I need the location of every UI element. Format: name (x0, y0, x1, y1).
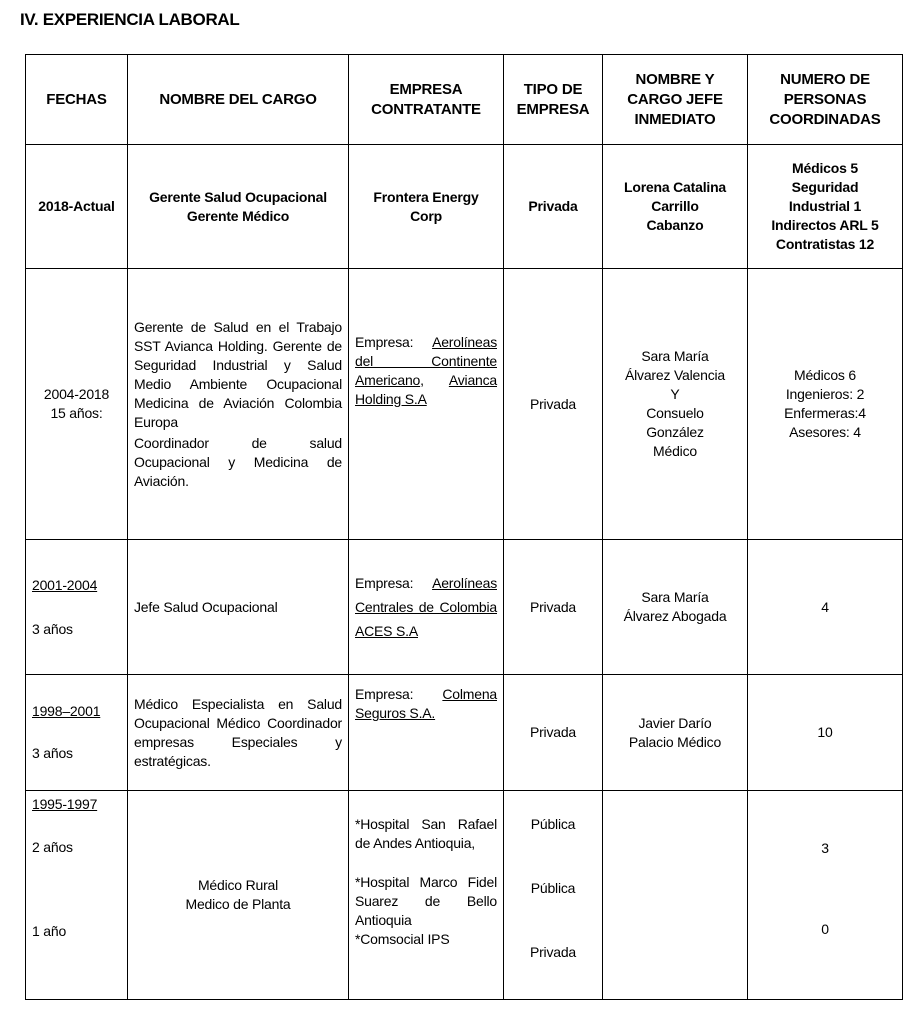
empresa-link: Avianca Holding S.A (355, 372, 497, 407)
row1-empresa: Frontera Energy Corp (349, 145, 504, 269)
row2-personas: Médicos 6 Ingenieros: 2 Enfermeras:4 Asesores: 4 (748, 269, 903, 540)
row5-fecha: 1995-1997 2 años 1 año (26, 791, 128, 1000)
header-cargo: NOMBRE DEL CARGO (128, 55, 349, 145)
header-empresa: EMPRESA CONTRATANTE (349, 55, 504, 145)
row5-cargo: Médico Rural Medico de Planta (128, 791, 349, 1000)
row2-cargo: Gerente de Salud en el Trabajo SST Avianca Holding. Gerente de Seguridad Industrial y Salud Medio Ambiente Ocupacional Medicina de Aviación Colombia Europa Coordinador de salud Ocupacional y Medicina de Aviación. (128, 269, 349, 540)
row2-fecha: 2004-2018 15 años: (26, 269, 128, 540)
table-row (26, 145, 903, 269)
row1-cargo: Gerente Salud Ocupacional Gerente Médico (128, 145, 349, 269)
row5-personas: 3 0 (748, 791, 903, 1000)
table-row (26, 269, 903, 540)
row1-personas: Médicos 5 Seguridad Industrial 1 Indirectos ARL 5 Contratistas 12 (748, 145, 903, 269)
row5-tipo: Pública Pública Privada (504, 791, 603, 1000)
row4-cargo: Médico Especialista en Salud Ocupacional Médico Coordinador empresas Especiales y estratégicas. (128, 675, 349, 791)
row3-jefe: Sara María Álvarez Abogada (603, 540, 748, 675)
row4-jefe: Javier Darío Palacio Médico (603, 675, 748, 791)
empresa-link: Aerolíneas del Continente Americano (355, 334, 497, 388)
row3-cargo: Jefe Salud Ocupacional (128, 540, 349, 675)
header-fechas: FECHAS (26, 55, 128, 145)
row4-fecha: 1998–2001 3 años (26, 675, 128, 791)
row5-jefe (603, 791, 748, 1000)
empresa-link: Colmena Seguros S.A. (355, 686, 497, 721)
section-title: IV. EXPERIENCIA LABORAL (20, 10, 240, 29)
row1-fecha: 2018-Actual (26, 145, 128, 269)
row2-jefe: Sara María Álvarez Valencia Y Consuelo González Médico (603, 269, 748, 540)
row4-tipo: Privada (504, 675, 603, 791)
row1-jefe: Lorena Catalina Carrillo Cabanzo (603, 145, 748, 269)
table-row (26, 791, 903, 1000)
row5-empresa: *Hospital San Rafael de Andes Antioquia, *Hospital Marco Fidel Suarez de Bello Antioquia *Comsocial IPS (349, 791, 504, 1000)
empresa-link: Aerolíneas Centrales de Colombia ACES S.A (355, 575, 497, 639)
row3-tipo: Privada (504, 540, 603, 675)
row1-tipo: Privada (504, 145, 603, 269)
header-personas: NUMERO DE PERSONAS COORDINADAS (748, 55, 903, 145)
row4-empresa: Empresa: Colmena Seguros S.A. (349, 675, 504, 791)
header-tipo: TIPO DE EMPRESA (504, 55, 603, 145)
header-row (26, 55, 903, 145)
experience-table (25, 54, 903, 1000)
table-row (26, 540, 903, 675)
row4-personas: 10 (748, 675, 903, 791)
row3-empresa: Empresa: Aerolíneas Centrales de Colombia ACES S.A (349, 540, 504, 675)
row3-fecha: 2001-2004 3 años (26, 540, 128, 675)
row2-empresa: Empresa: Aerolíneas del Continente Americano, Avianca Holding S.A (349, 269, 504, 540)
row3-personas: 4 (748, 540, 903, 675)
table-row (26, 675, 903, 791)
row2-tipo: Privada (504, 269, 603, 540)
header-jefe: NOMBRE Y CARGO JEFE INMEDIATO (603, 55, 748, 145)
